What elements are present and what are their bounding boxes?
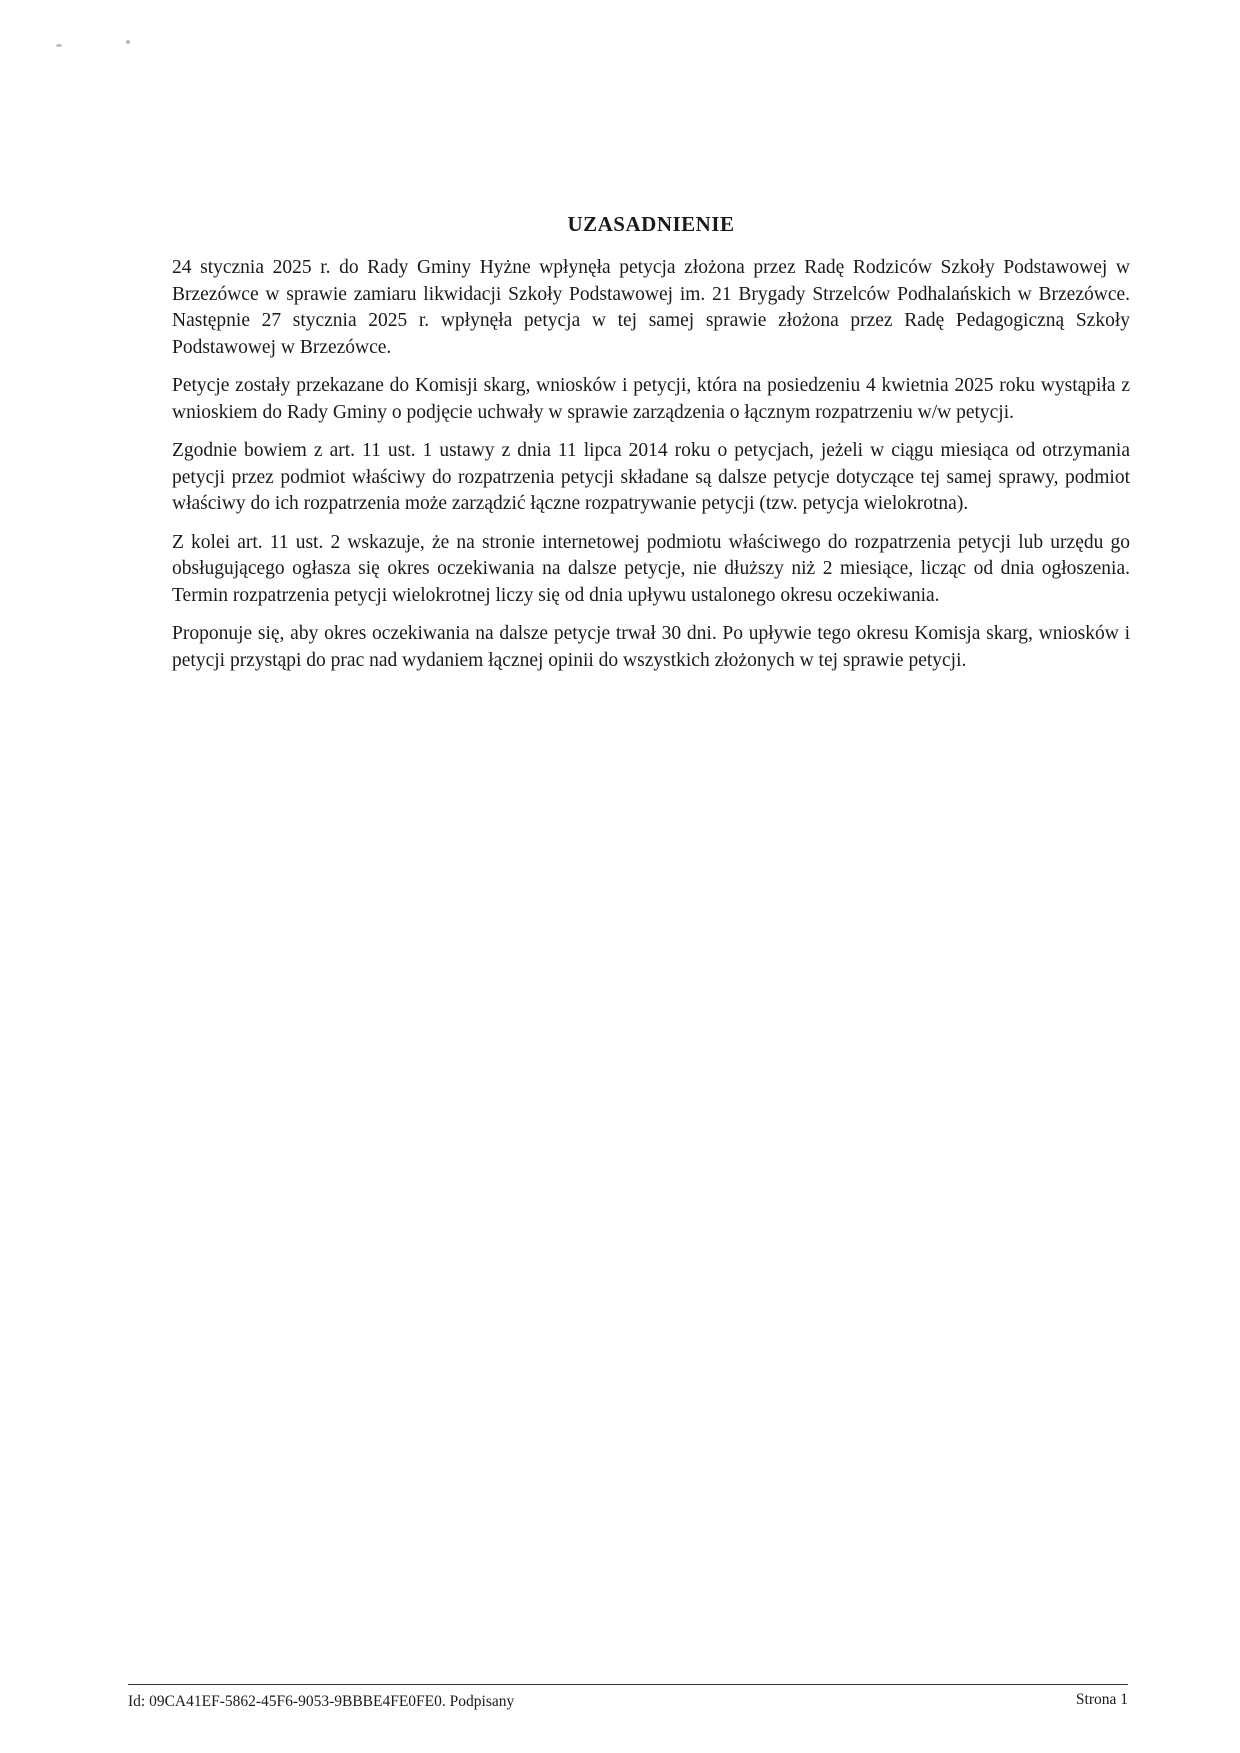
paragraph-1: 24 stycznia 2025 r. do Rady Gminy Hyżne wpłynęła petycja złożona przez Radę Rodziców Szkoły Podstawowej w Brzezówce w sprawie zamiaru likwidacji Szkoły Podstawowej im. 21 Brygady Strzelców Podhalańskich w Brzezówce. Następnie 27 stycznia 2025 r. wpłynęła petycja w tej samej sprawie złożona przez Radę Pedagogiczną Szkoły Podstawowej w Brzezówce. [172,257,1130,358]
footer-divider [128,1684,1128,1685]
scan-speck [126,40,130,44]
paragraph-3: Zgodnie bowiem z art. 11 ust. 1 ustawy z dnia 11 lipca 2014 roku o petycjach, jeżeli w ciągu miesiąca od otrzymania petycji przez podmiot właściwy do rozpatrzenia petycji składane są dalsze petycje dotyczące tej samej sprawy, podmiot właściwy do ich rozpatrzenia może zarządzić łączne rozpatrywanie petycji (tzw. petycja wielokrotna). [172,440,1130,514]
paragraph-2: Petycje zostały przekazane do Komisji skarg, wniosków i petycji, która na posiedzeniu 4 kwietnia 2025 roku wystąpiła z wnioskiem do Rady Gminy o podjęcie uchwały w sprawie zarządzenia o łącznym rozpatrzeniu w/w petycji. [172,375,1130,423]
document-body [172,212,1130,686]
scan-speck [56,44,62,47]
page-number: Strona 1 [1075,1691,1128,1708]
document-title: UZASADNIENIE [567,212,735,236]
paragraph-4: Z kolei art. 11 ust. 2 wskazuje, że na stronie internetowej podmiotu właściwego do rozpatrzenia petycji lub urzędu go obsługującego ogłasza się okres oczekiwania na dalsze petycje, nie dłuższy niż 2 miesiące, licząc od dnia ogłoszenia. Termin rozpatrzenia petycji wielokrotnej liczy się od dnia upływu ustalonego okresu oczekiwania. [172,531,1130,606]
paragraph-5: Proponuje się, aby okres oczekiwania na dalsze petycje trwał 30 dni. Po upływie tego okresu Komisja skarg, wniosków i petycji przystąpi do prac nad wydaniem łącznej opinii do wszystkich złożonych w tej sprawie petycji. [172,623,1130,671]
document-id: Id: 09CA41EF-5862-45F6-9053-9BBBE4FE0FE0. Podpisany [128,1693,515,1710]
